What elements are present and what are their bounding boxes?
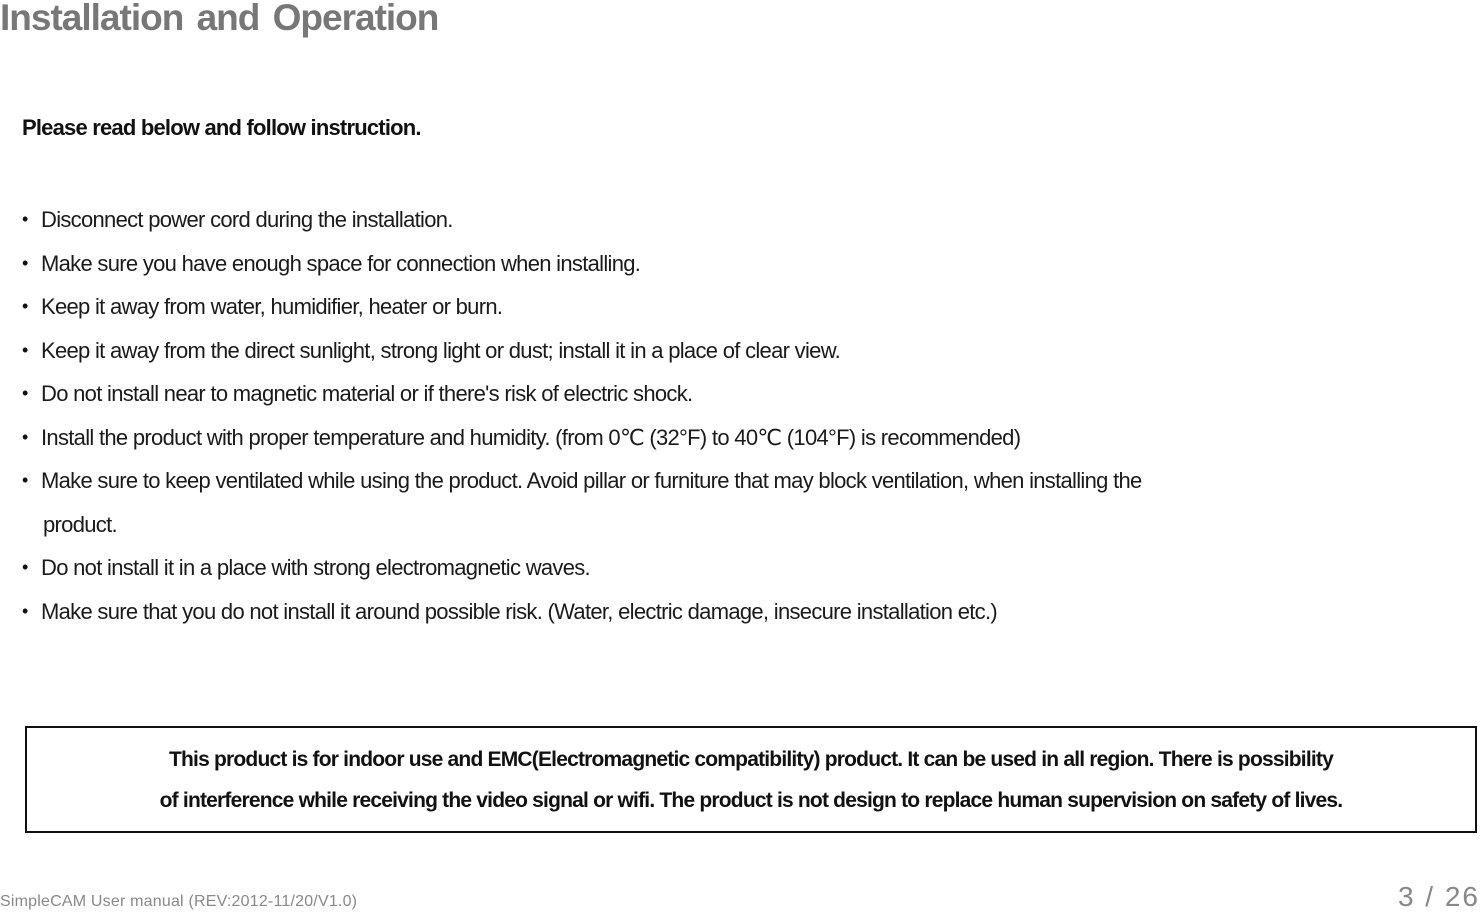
list-item-text: Make sure to keep ventilated while using the product. Avoid pillar or furniture that may block ventilation, when installing the: [41, 468, 1142, 493]
notice-line-2: of interference while receiving the video signal or wifi. The product is not design to replace human supervision on safety of lives.: [159, 788, 1343, 812]
list-item-text: Do not install it in a place with strong electromagnetic waves.: [41, 555, 590, 580]
bullet-icon: •: [22, 600, 28, 621]
instruction-list: [20, 198, 1420, 633]
page-title: Installation and Operation: [0, 0, 439, 38]
intro-instruction: Please read below and follow instruction.: [22, 115, 421, 140]
list-item-text: Disconnect power cord during the installation.: [41, 207, 453, 232]
list-item-text: Do not install near to magnetic material or if there's risk of electric shock.: [41, 381, 693, 406]
list-item: [20, 416, 1420, 460]
list-item-text: Install the product with proper temperature and humidity. (from 0℃ (32°F) to 40℃ (104°F) is recommended): [41, 424, 1021, 450]
list-item: [20, 242, 1420, 286]
list-item-text: product.: [43, 511, 117, 537]
list-item: [20, 372, 1420, 416]
list-item-text: Keep it away from water, humidifier, heater or burn.: [41, 294, 503, 319]
bullet-icon: •: [22, 296, 28, 316]
list-item: [20, 329, 1420, 373]
bullet-icon: •: [22, 557, 28, 577]
page-number: 3 / 26: [1397, 881, 1480, 912]
footer-manual-label: SimpleCAM User manual (REV:2012-11/20/V1.0): [0, 893, 358, 910]
list-item-text: Make sure you have enough space for connection when installing.: [41, 250, 641, 276]
list-item-continuation: [20, 503, 1420, 547]
list-item: [20, 285, 1420, 329]
bullet-icon: •: [22, 426, 28, 447]
bullet-icon: •: [22, 252, 28, 273]
list-item: [20, 590, 1420, 634]
bullet-icon: •: [22, 470, 28, 490]
bullet-icon: •: [22, 209, 28, 229]
notice-line-1: This product is for indoor use and EMC(Electromagnetic compatibility) product. It can be used in all region. There is possibility: [169, 747, 1333, 771]
list-item-text: Keep it away from the direct sunlight, strong light or dust; install it in a place of clear view.: [41, 337, 841, 363]
notice-box: [25, 726, 1477, 833]
list-item: [20, 198, 1420, 242]
list-item: [20, 546, 1420, 590]
bullet-icon: •: [22, 339, 28, 360]
list-item: [20, 459, 1420, 503]
bullet-icon: •: [22, 383, 28, 403]
list-item-text: Make sure that you do not install it around possible risk. (Water, electric damage, insecure installation etc.): [41, 598, 997, 624]
